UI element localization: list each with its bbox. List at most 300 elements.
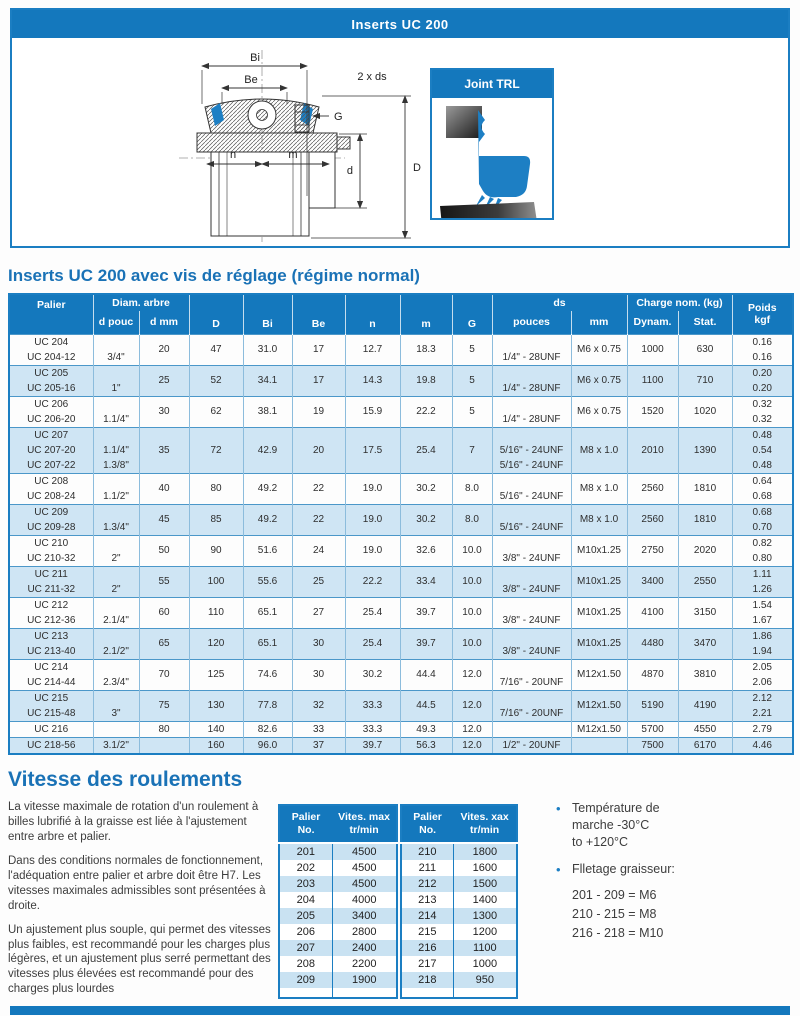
cell-palier: UC 207 UC 207-20 UC 207-22 bbox=[9, 427, 93, 473]
cell-D: 140 bbox=[189, 721, 243, 737]
cell-m: 39.7 bbox=[400, 628, 452, 659]
cell-charge-stat: 3810 bbox=[678, 659, 732, 690]
housing-block bbox=[446, 106, 482, 138]
bullet-icon: • bbox=[556, 861, 561, 877]
shaft-sleeve bbox=[211, 152, 309, 236]
ball-core bbox=[257, 110, 268, 121]
joint-trl-box bbox=[430, 68, 554, 220]
cell-ds-mm: M12x1.50 bbox=[571, 690, 627, 721]
cell-d-pouc: 2.3/4" bbox=[93, 659, 139, 690]
speed-cell-vitesse: 1600 bbox=[472, 862, 498, 874]
speed-cell-vitesse: 2200 bbox=[352, 958, 377, 970]
cell-m: 22.2 bbox=[400, 396, 452, 427]
bullet-icon: • bbox=[556, 801, 561, 816]
cell-Be: 37 bbox=[292, 737, 345, 754]
speed-cell-palier-no: 216 bbox=[401, 940, 453, 956]
cell-D: 100 bbox=[189, 566, 243, 597]
cell-poids: 0.48 0.54 0.48 bbox=[732, 427, 793, 473]
cell-D: 110 bbox=[189, 597, 243, 628]
cell-n: 25.4 bbox=[345, 597, 400, 628]
cell-charge-stat: 1810 bbox=[678, 504, 732, 535]
cell-n: 19.0 bbox=[345, 473, 400, 504]
header-dynam: Dynam. bbox=[627, 311, 678, 334]
cell-charge-stat: 4550 bbox=[678, 721, 732, 737]
cell-D: 120 bbox=[189, 628, 243, 659]
cell-n: 19.0 bbox=[345, 535, 400, 566]
vitesse-title: Vitesse des roulements bbox=[8, 768, 243, 791]
cell-Bi: 42.9 bbox=[243, 427, 292, 473]
cell-charge-dynam: 3400 bbox=[627, 566, 678, 597]
cell-poids: 0.32 0.32 bbox=[732, 396, 793, 427]
speed-cell-vitesse: 1400 bbox=[472, 894, 498, 906]
table-row bbox=[9, 628, 793, 659]
cell-D: 160 bbox=[189, 737, 243, 754]
speed-cell-vitesse: 1500 bbox=[472, 878, 498, 890]
speed-cell-vitesse: 1200 bbox=[472, 926, 498, 938]
cell-d-pouc: 2.1/2" bbox=[93, 628, 139, 659]
cell-palier: UC 213 UC 213-40 bbox=[9, 628, 93, 659]
table-row bbox=[9, 427, 793, 473]
speed-cell-palier-no: 212 bbox=[401, 876, 453, 892]
speed-cell-empty bbox=[401, 988, 453, 998]
cell-charge-dynam: 5190 bbox=[627, 690, 678, 721]
speed-row bbox=[279, 908, 397, 924]
cell-ds-pouces bbox=[492, 721, 571, 737]
speed-cell-vitesse: 1300 bbox=[472, 910, 498, 922]
cell-ds-mm: M6 x 0.75 bbox=[571, 334, 627, 365]
cell-charge-stat: 6170 bbox=[678, 737, 732, 754]
cell-Bi: 74.6 bbox=[243, 659, 292, 690]
cell-m: 56.3 bbox=[400, 737, 452, 754]
cell-G: 12.0 bbox=[452, 690, 492, 721]
table-row bbox=[9, 690, 793, 721]
cell-D: 72 bbox=[189, 427, 243, 473]
vitesse-paragraph-1: La vitesse maximale de rotation d'un roulement à billes lubrifié à la graisse est liée à l'ajustement entre arbre et palier. bbox=[8, 801, 259, 843]
cell-d-mm: 20 bbox=[139, 334, 189, 365]
thread-line: 216 - 218 = M10 bbox=[572, 925, 664, 940]
cell-m: 33.4 bbox=[400, 566, 452, 597]
speed-cell-vitesse: 4000 bbox=[352, 894, 377, 906]
table-row bbox=[9, 597, 793, 628]
speed-row bbox=[401, 940, 517, 956]
cell-ds-mm: M12x1.50 bbox=[571, 659, 627, 690]
dim-label-D: D bbox=[413, 162, 421, 174]
main-table-body bbox=[9, 334, 793, 754]
cell-Bi: 55.6 bbox=[243, 566, 292, 597]
cell-Be: 27 bbox=[292, 597, 345, 628]
cell-charge-dynam: 1100 bbox=[627, 365, 678, 396]
cell-d-pouc: 2" bbox=[93, 566, 139, 597]
cell-Be: 20 bbox=[292, 427, 345, 473]
cell-Be: 17 bbox=[292, 334, 345, 365]
inner-ring-band bbox=[197, 133, 337, 152]
insert-spec-table bbox=[8, 293, 794, 755]
speed-cell-palier-no: 203 bbox=[279, 876, 332, 892]
speed-row bbox=[279, 972, 397, 988]
cell-Bi: 34.1 bbox=[243, 365, 292, 396]
cell-d-mm: 40 bbox=[139, 473, 189, 504]
joint-trl-title: Joint TRL bbox=[432, 70, 552, 98]
vitesse-paragraph-2: Dans des conditions normales de fonctionnement, l'adéquation entre palier et arbre doit être H7. Les vitesses maximales admissibles sont présentées à droite. bbox=[8, 854, 266, 912]
cell-Be: 30 bbox=[292, 628, 345, 659]
cell-m: 18.3 bbox=[400, 334, 452, 365]
cell-Bi: 65.1 bbox=[243, 628, 292, 659]
top-diagram-box bbox=[10, 8, 790, 248]
note-filetage-text: Flletage graisseur: bbox=[572, 861, 675, 876]
speed-row bbox=[401, 843, 517, 860]
cell-poids: 1.54 1.67 bbox=[732, 597, 793, 628]
cell-charge-stat: 1390 bbox=[678, 427, 732, 473]
speed-row bbox=[279, 892, 397, 908]
cell-Be: 22 bbox=[292, 473, 345, 504]
cell-ds-mm: M12x1.50 bbox=[571, 721, 627, 737]
cell-d-pouc: 3.1/2" bbox=[93, 737, 139, 754]
speed-table-2-body bbox=[401, 843, 517, 998]
cell-d-mm: 25 bbox=[139, 365, 189, 396]
header-m: m bbox=[400, 294, 452, 334]
speed-row bbox=[279, 924, 397, 940]
header-diam-arbre: Diam. arbre bbox=[93, 294, 189, 311]
cell-Be: 32 bbox=[292, 690, 345, 721]
header-pouces: pouces bbox=[492, 311, 571, 334]
cell-d-pouc: 3/4" bbox=[93, 334, 139, 365]
cell-d-pouc: 1.3/4" bbox=[93, 504, 139, 535]
cell-poids: 1.86 1.94 bbox=[732, 628, 793, 659]
cell-m: 49.3 bbox=[400, 721, 452, 737]
dim-label-n: n bbox=[229, 149, 237, 161]
cell-Bi: 49.2 bbox=[243, 504, 292, 535]
cell-ds-mm: M10x1.25 bbox=[571, 597, 627, 628]
speed-cell-empty bbox=[332, 988, 397, 998]
cell-ds-mm: M6 x 0.75 bbox=[571, 365, 627, 396]
cell-Be: 19 bbox=[292, 396, 345, 427]
speed-cell-vitesse: 4500 bbox=[352, 846, 377, 858]
cell-Bi: 77.8 bbox=[243, 690, 292, 721]
speed-cell-palier-no: 204 bbox=[279, 892, 332, 908]
cell-m: 19.8 bbox=[400, 365, 452, 396]
cell-poids: 4.46 bbox=[732, 737, 793, 754]
dim-label-d: d bbox=[346, 165, 353, 177]
table-row bbox=[9, 365, 793, 396]
cell-charge-stat: 710 bbox=[678, 365, 732, 396]
header-ds: ds bbox=[492, 294, 627, 311]
speed-row bbox=[279, 940, 397, 956]
cell-palier: UC 218-56 bbox=[9, 737, 93, 754]
table-row bbox=[9, 566, 793, 597]
cell-d-mm: 55 bbox=[139, 566, 189, 597]
speed-row bbox=[279, 956, 397, 972]
inner-ring-step bbox=[337, 137, 350, 149]
cell-ds-pouces: 7/16" - 20UNF bbox=[492, 659, 571, 690]
table-row bbox=[9, 737, 793, 754]
cell-ds-pouces: 5/16" - 24UNF bbox=[492, 473, 571, 504]
cell-G: 12.0 bbox=[452, 721, 492, 737]
cell-d-mm: 80 bbox=[139, 721, 189, 737]
cell-charge-dynam: 4100 bbox=[627, 597, 678, 628]
cell-palier: UC 214 UC 214-44 bbox=[9, 659, 93, 690]
cell-Be: 24 bbox=[292, 535, 345, 566]
cell-Bi: 38.1 bbox=[243, 396, 292, 427]
cell-G: 10.0 bbox=[452, 566, 492, 597]
cell-d-mm: 30 bbox=[139, 396, 189, 427]
cell-charge-stat: 2020 bbox=[678, 535, 732, 566]
cell-d-mm: 50 bbox=[139, 535, 189, 566]
cell-d-mm: 75 bbox=[139, 690, 189, 721]
cell-d-mm: 70 bbox=[139, 659, 189, 690]
cell-Bi: 96.0 bbox=[243, 737, 292, 754]
cell-d-pouc: 1" bbox=[93, 365, 139, 396]
notes-panel bbox=[556, 800, 792, 942]
cell-n: 30.2 bbox=[345, 659, 400, 690]
speed-cell-vitesse: 950 bbox=[475, 974, 495, 986]
speed1-header-vites: Vites. max tr/min bbox=[332, 805, 397, 843]
cell-D: 90 bbox=[189, 535, 243, 566]
dim-label-be: Be bbox=[244, 74, 258, 86]
speed-cell-vitesse: 1900 bbox=[352, 974, 377, 986]
cell-ds-mm: M8 x 1.0 bbox=[571, 473, 627, 504]
speed-cell-palier-no: 208 bbox=[279, 956, 332, 972]
cell-ds-pouces: 3/8" - 24UNF bbox=[492, 628, 571, 659]
cell-charge-dynam: 4480 bbox=[627, 628, 678, 659]
cell-G: 8.0 bbox=[452, 473, 492, 504]
speed-row bbox=[401, 972, 517, 988]
cell-ds-pouces: 1/2" - 20UNF bbox=[492, 737, 571, 754]
cell-d-pouc: 2.1/4" bbox=[93, 597, 139, 628]
speed-table-210-218 bbox=[400, 804, 518, 999]
header-stat: Stat. bbox=[678, 311, 732, 334]
cell-poids: 0.64 0.68 bbox=[732, 473, 793, 504]
header-d-pouc: d pouc bbox=[93, 311, 139, 334]
cell-m: 25.4 bbox=[400, 427, 452, 473]
vitesse-text bbox=[8, 800, 272, 1006]
table-row bbox=[9, 659, 793, 690]
cell-D: 130 bbox=[189, 690, 243, 721]
cell-G: 10.0 bbox=[452, 535, 492, 566]
cell-Bi: 82.6 bbox=[243, 721, 292, 737]
cell-G: 5 bbox=[452, 334, 492, 365]
cell-Be: 30 bbox=[292, 659, 345, 690]
speed-cell-palier-no: 207 bbox=[279, 940, 332, 956]
cell-charge-dynam: 1520 bbox=[627, 396, 678, 427]
cell-ds-pouces: 5/16" - 24UNF 5/16" - 24UNF bbox=[492, 427, 571, 473]
cell-palier: UC 206 UC 206-20 bbox=[9, 396, 93, 427]
thread-line: 210 - 215 = M8 bbox=[572, 906, 657, 921]
speed-row bbox=[401, 876, 517, 892]
cell-Be: 33 bbox=[292, 721, 345, 737]
speed-row bbox=[401, 908, 517, 924]
speed-cell-vitesse: 3400 bbox=[352, 910, 377, 922]
header-palier: Palier bbox=[9, 294, 93, 334]
cell-ds-mm: M10x1.25 bbox=[571, 535, 627, 566]
cell-d-pouc: 1.1/2" bbox=[93, 473, 139, 504]
header-poids-line2: kgf bbox=[754, 314, 771, 327]
cell-charge-dynam: 4870 bbox=[627, 659, 678, 690]
speed-cell-vitesse: 1000 bbox=[472, 958, 498, 970]
speed-cell-empty bbox=[279, 988, 332, 998]
cell-G: 8.0 bbox=[452, 504, 492, 535]
header-d-mm: d mm bbox=[139, 311, 189, 334]
cell-ds-mm: M8 x 1.0 bbox=[571, 427, 627, 473]
cell-ds-mm: M10x1.25 bbox=[571, 628, 627, 659]
cell-palier: UC 205 UC 205-16 bbox=[9, 365, 93, 396]
table-row bbox=[9, 535, 793, 566]
header-poids bbox=[732, 294, 793, 334]
speed-cell-palier-no: 202 bbox=[279, 860, 332, 876]
speed-cell-palier-no: 213 bbox=[401, 892, 453, 908]
speed-cell-empty bbox=[453, 988, 517, 998]
cell-Bi: 51.6 bbox=[243, 535, 292, 566]
cell-d-mm bbox=[139, 737, 189, 754]
cell-m: 32.6 bbox=[400, 535, 452, 566]
speed-cell-palier-no: 210 bbox=[401, 843, 453, 860]
cell-n: 12.7 bbox=[345, 334, 400, 365]
cell-charge-dynam: 2560 bbox=[627, 473, 678, 504]
cell-ds-pouces: 3/8" - 24UNF bbox=[492, 566, 571, 597]
cell-charge-stat: 1020 bbox=[678, 396, 732, 427]
header-D: D bbox=[189, 294, 243, 334]
thread-size-map bbox=[572, 886, 792, 942]
cell-charge-dynam: 5700 bbox=[627, 721, 678, 737]
note-temperature bbox=[556, 800, 792, 851]
table-row bbox=[9, 721, 793, 737]
speed-table-1-body bbox=[279, 843, 397, 998]
table-row bbox=[9, 396, 793, 427]
cell-d-pouc: 1.1/4" 1.3/8" bbox=[93, 427, 139, 473]
cell-G: 10.0 bbox=[452, 597, 492, 628]
note-temperature-text: Température de marche -30°C to +120°C bbox=[572, 801, 660, 849]
header-G: G bbox=[452, 294, 492, 334]
cell-Bi: 65.1 bbox=[243, 597, 292, 628]
header-mm: mm bbox=[571, 311, 627, 334]
cell-palier: UC 216 bbox=[9, 721, 93, 737]
cell-D: 125 bbox=[189, 659, 243, 690]
dim-label-bi: Bi bbox=[250, 52, 260, 64]
cell-charge-stat: 2550 bbox=[678, 566, 732, 597]
cell-palier: UC 211 UC 211-32 bbox=[9, 566, 93, 597]
speed-cell-vitesse: 4500 bbox=[352, 862, 377, 874]
speed-row bbox=[279, 876, 397, 892]
cell-ds-mm: M10x1.25 bbox=[571, 566, 627, 597]
header-poids-line1: Poids bbox=[747, 302, 777, 315]
cell-poids: 0.82 0.80 bbox=[732, 535, 793, 566]
cell-n: 14.3 bbox=[345, 365, 400, 396]
speed-cell-vitesse: 1100 bbox=[473, 942, 497, 954]
speed-cell-palier-no: 201 bbox=[279, 843, 332, 860]
cell-n: 17.5 bbox=[345, 427, 400, 473]
cell-ds-mm: M6 x 0.75 bbox=[571, 396, 627, 427]
speed-row bbox=[279, 843, 397, 860]
cell-G: 10.0 bbox=[452, 628, 492, 659]
cell-charge-stat: 630 bbox=[678, 334, 732, 365]
speed-cell-palier-no: 215 bbox=[401, 924, 453, 940]
cell-charge-dynam: 2010 bbox=[627, 427, 678, 473]
cell-Bi: 49.2 bbox=[243, 473, 292, 504]
speed-cell-palier-no: 209 bbox=[279, 972, 332, 988]
cell-charge-stat: 3470 bbox=[678, 628, 732, 659]
speed-row bbox=[401, 924, 517, 940]
note-filetage bbox=[556, 861, 792, 879]
cell-n: 39.7 bbox=[345, 737, 400, 754]
cell-poids: 1.11 1.26 bbox=[732, 566, 793, 597]
speed-cell-palier-no: 217 bbox=[401, 956, 453, 972]
cell-palier: UC 215 UC 215-48 bbox=[9, 690, 93, 721]
cell-d-mm: 35 bbox=[139, 427, 189, 473]
cell-d-mm: 45 bbox=[139, 504, 189, 535]
joint-trl-illustration bbox=[432, 98, 552, 218]
cell-m: 30.2 bbox=[400, 504, 452, 535]
speed-cell-vitesse: 2400 bbox=[352, 942, 377, 954]
cell-d-pouc bbox=[93, 721, 139, 737]
cell-charge-dynam: 2750 bbox=[627, 535, 678, 566]
speed-cell-palier-no: 211 bbox=[401, 860, 453, 876]
thread-line: 201 - 209 = M6 bbox=[572, 888, 657, 903]
table-row bbox=[9, 473, 793, 504]
dim-label-g: G bbox=[334, 111, 343, 123]
cell-n: 19.0 bbox=[345, 504, 400, 535]
cell-d-mm: 65 bbox=[139, 628, 189, 659]
cell-ds-pouces: 3/8" - 24UNF bbox=[492, 597, 571, 628]
cell-d-pouc: 2" bbox=[93, 535, 139, 566]
cell-poids: 2.79 bbox=[732, 721, 793, 737]
speed-cell-palier-no: 218 bbox=[401, 972, 453, 988]
cell-D: 47 bbox=[189, 334, 243, 365]
cell-Be: 25 bbox=[292, 566, 345, 597]
cell-poids: 0.16 0.16 bbox=[732, 334, 793, 365]
cell-charge-dynam: 1000 bbox=[627, 334, 678, 365]
cell-palier: UC 210 UC 210-32 bbox=[9, 535, 93, 566]
header-charge: Charge nom. (kg) bbox=[627, 294, 732, 311]
cell-G: 5 bbox=[452, 365, 492, 396]
cell-poids: 2.05 2.06 bbox=[732, 659, 793, 690]
cell-ds-mm: M8 x 1.0 bbox=[571, 504, 627, 535]
cell-D: 85 bbox=[189, 504, 243, 535]
seal-profile bbox=[478, 110, 530, 197]
shaft-surface bbox=[440, 202, 537, 218]
cell-ds-pouces: 1/4" - 28UNF bbox=[492, 334, 571, 365]
speed-cell-vitesse: 1800 bbox=[472, 846, 498, 858]
cell-ds-pouces: 1/4" - 28UNF bbox=[492, 396, 571, 427]
speed-cell-vitesse: 2800 bbox=[352, 926, 377, 938]
cell-Bi: 31.0 bbox=[243, 334, 292, 365]
speed-row bbox=[401, 892, 517, 908]
speed-cell-vitesse: 4500 bbox=[352, 878, 377, 890]
cell-D: 62 bbox=[189, 396, 243, 427]
dim-label-2xds: 2 x ds bbox=[357, 71, 387, 83]
cell-m: 44.4 bbox=[400, 659, 452, 690]
cell-m: 44.5 bbox=[400, 690, 452, 721]
cell-poids: 0.68 0.70 bbox=[732, 504, 793, 535]
cell-palier: UC 209 UC 209-28 bbox=[9, 504, 93, 535]
cell-palier: UC 208 UC 208-24 bbox=[9, 473, 93, 504]
cell-d-mm: 60 bbox=[139, 597, 189, 628]
cell-ds-pouces: 1/4" - 28UNF bbox=[492, 365, 571, 396]
speed2-header-palier: Palier No. bbox=[401, 805, 453, 843]
cell-palier: UC 212 UC 212-36 bbox=[9, 597, 93, 628]
cell-m: 39.7 bbox=[400, 597, 452, 628]
bottom-accent-bar bbox=[10, 1006, 790, 1015]
cell-D: 80 bbox=[189, 473, 243, 504]
cell-G: 12.0 bbox=[452, 659, 492, 690]
cell-d-pouc: 3" bbox=[93, 690, 139, 721]
speed-cell-palier-no: 214 bbox=[401, 908, 453, 924]
cell-n: 33.3 bbox=[345, 721, 400, 737]
speed-row bbox=[401, 860, 517, 876]
cell-Be: 22 bbox=[292, 504, 345, 535]
speed-row-empty bbox=[401, 988, 517, 998]
speed-row bbox=[279, 860, 397, 876]
speed-row-empty bbox=[279, 988, 397, 998]
table-row bbox=[9, 504, 793, 535]
